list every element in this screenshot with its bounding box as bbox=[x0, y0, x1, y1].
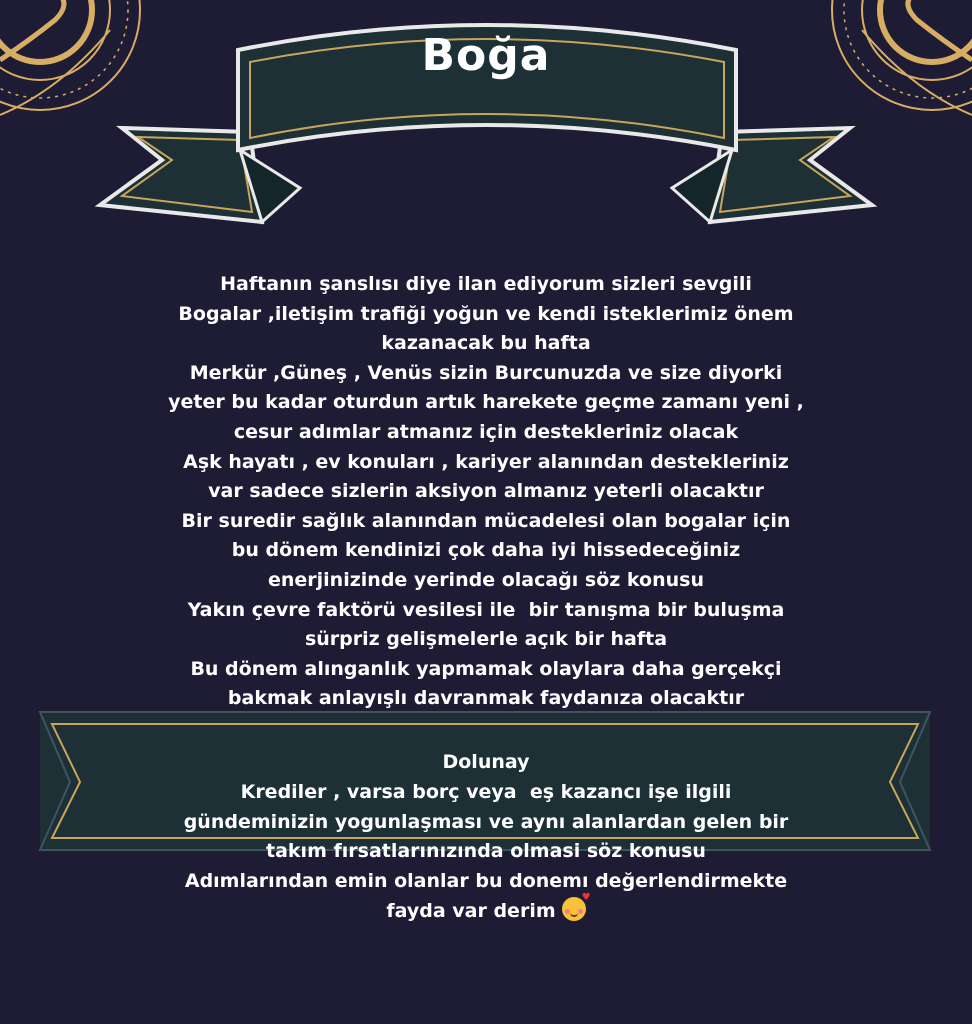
paragraph-line: Merkür ,Güneş , Venüs sizin Burcunuzda ve size diyorki bbox=[189, 361, 783, 384]
dolunay-last-line bbox=[0, 891, 972, 927]
dolunay-heading: Dolunay bbox=[442, 751, 530, 773]
dolunay-line: Krediler , varsa borç veya eş kazancı işe ilgili bbox=[240, 780, 732, 803]
dolunay-last-text: fayda var derim bbox=[386, 899, 556, 922]
paragraph-line: sürpriz gelişmelerle açık bir hafta bbox=[304, 628, 668, 651]
dolunay-section bbox=[0, 748, 972, 927]
paragraph-line: Yakın çevre faktörü vesilesi ile bir tanışma bir buluşma bbox=[187, 598, 785, 621]
paragraph-line: Bogalar ,iletişim trafiği yoğun ve kendi isteklerimiz önem bbox=[178, 302, 794, 325]
paragraph-line: cesur adımlar atmanız için destekleriniz olacak bbox=[233, 420, 739, 443]
paragraph-line: Bu dönem alınganlık yapmamak olaylara daha gerçekçi bbox=[190, 657, 782, 680]
smiling-face-with-hearts-icon: ♥ bbox=[562, 897, 586, 921]
paragraph-line: Aşk hayatı , ev konuları , kariyer alanından destekleriniz bbox=[183, 450, 789, 473]
paragraph-line: bu dönem kendinizi çok daha iyi hissedeceğiniz bbox=[231, 539, 741, 562]
paragraph-line: var sadece sizlerin aksiyon almanız yeterli olacaktır bbox=[208, 480, 764, 503]
horoscope-paragraph bbox=[0, 270, 972, 714]
dolunay-line: takım fırsatlarınızında olmasi söz konusu bbox=[266, 840, 706, 863]
dolunay-line: Adımlarından emin olanlar bu donemı değerlendirmekte bbox=[184, 870, 788, 893]
paragraph-line: Bir suredir sağlık alanından mücadelesi olan bogalar için bbox=[181, 509, 791, 532]
paragraph-line: enerjinizinde yerinde olacağı söz konusu bbox=[267, 568, 705, 591]
paragraph-line: bakmak anlayışlı davranmak faydanıza olacaktır bbox=[227, 687, 745, 710]
paragraph-line: Haftanın şanslısı diye ilan ediyorum sizleri sevgili bbox=[220, 273, 752, 295]
page-title: Boğa bbox=[421, 30, 551, 81]
paragraph-line: yeter bu kadar oturdun artık harekete geçme zamanı yeni , bbox=[168, 391, 804, 414]
dolunay-line: gündeminizin yogunlaşması ve aynı alanlardan gelen bir bbox=[183, 810, 789, 833]
paragraph-line: kazanacak bu hafta bbox=[381, 332, 591, 355]
